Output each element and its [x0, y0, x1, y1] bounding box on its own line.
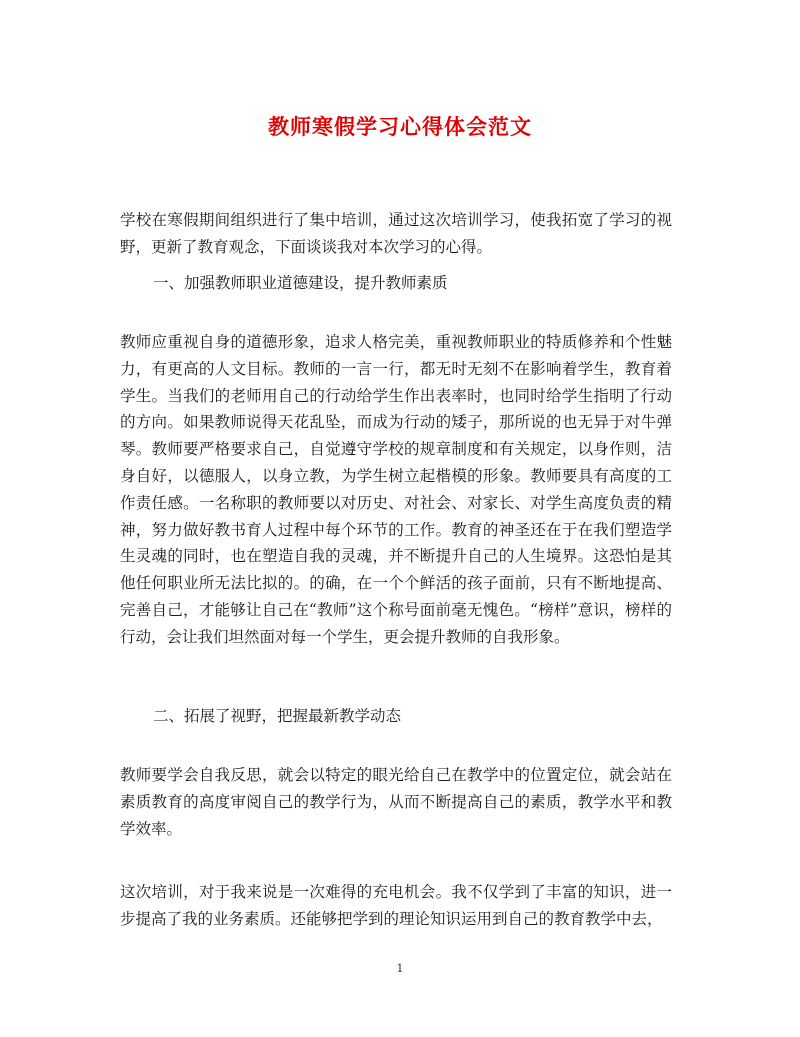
body-paragraph-1: 教师应重视自身的道德形象，追求人格完美，重视教师职业的特质修养和个性魅力，有更高的人文目标。教师的一言一行，都无时无刻不在影响着学生，教育着学生。当我们的老师用自己的行动给学生作出表率时，也同时给学生指明了行动的方向。如果教师说得天花乱坠，而成为行动的矮子，那所说的也无异于对牛弹琴。教师要严格要求自己，自觉遵守学校的规章制度和有关规定，以身作则，洁身自好，以德服人，以身立教，为学生树立起楷模的形象。教师要具有高度的工作责任感。一名称职的教师要以对历史、对社会、对家长、对学生高度负责的精神，努力做好教书育人过程中每个环节的工作。教育的神圣还在于在我们塑造学生灵魂的同时，也在塑造自我的灵魂，并不断提升自己的人生境界。这恐怕是其他任何职业所无法比拟的。的确，在一个个鲜活的孩子面前，只有不断地提高、完善自己，才能够让自己在“教师”这个称号面前毫无愧色。“榜样”意识，榜样的行动，会让我们坦然面对每一个学生，更会提升教师的自我形象。 — [120, 333, 672, 646]
section-heading-2: 二、拓展了视野，把握最新教学动态 — [153, 707, 402, 725]
body-paragraph-3: 这次培训，对于我来说是一次难得的充电机会。我不仅学到了丰富的知识，进一步提高了我的业务素质。还能够把学到的理论知识运用到自己的教育教学中去， — [120, 883, 672, 928]
section-heading-1: 一、加强教师职业道德建设，提升教师素质 — [153, 274, 448, 292]
document-title: 教师寒假学习心得体会范文 — [268, 114, 532, 139]
page-number: 1 — [396, 962, 404, 975]
intro-paragraph: 学校在寒假期间组织进行了集中培训，通过这次培训学习，使我拓宽了学习的视野，更新了教育观念，下面谈谈我对本次学习的心得。 — [120, 211, 672, 256]
body-paragraph-2: 教师要学会自我反思，就会以特定的眼光给自己在教学中的位置定位，就会站在素质教育的高度审阅自己的教学行为，从而不断提高自己的素质，教学水平和教学效率。 — [120, 766, 672, 838]
